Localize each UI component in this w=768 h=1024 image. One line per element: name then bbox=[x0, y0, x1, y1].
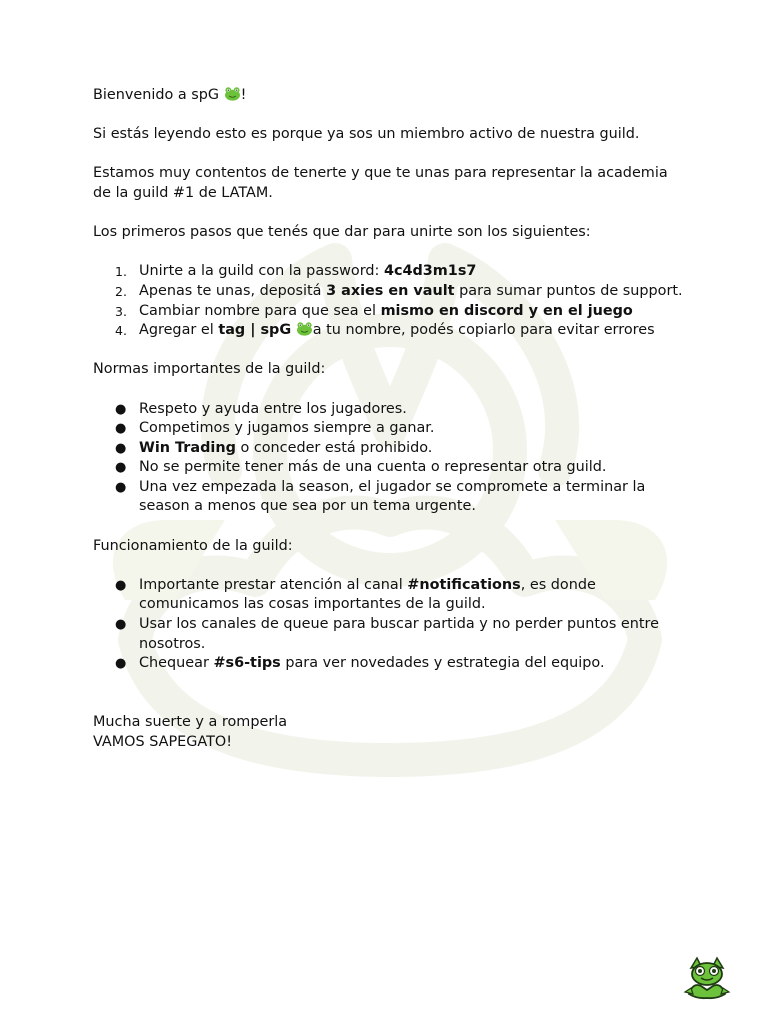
list-item: 3. Cambiar nombre para que sea el mismo en discord y en el juego bbox=[115, 302, 633, 319]
intro-paragraph-2: Estamos muy contentos de tenerte y que te unas para representar la academia de la guild #1 de LATAM. bbox=[93, 165, 668, 201]
channel-name: #notifications bbox=[407, 576, 521, 593]
greeting-line: Bienvenido a spG ! bbox=[93, 87, 247, 103]
closing-line-2: VAMOS SAPEGATO! bbox=[93, 733, 233, 750]
list-item: 2. Apenas te unas, depositá 3 axies en vault para sumar puntos de support. bbox=[115, 282, 683, 299]
channel-name: #s6-tips bbox=[213, 655, 281, 672]
steps-list bbox=[93, 262, 683, 340]
list-item: ● No se permite tener más de una cuenta o representar otra guild. bbox=[115, 459, 607, 476]
list-item: ● Respeto y ayuda entre los jugadores. bbox=[115, 400, 407, 417]
document-body bbox=[93, 86, 683, 752]
list-item: ● Usar los canales de queue para buscar partida y no perder puntos entre nosotros. bbox=[115, 616, 659, 652]
list-item: ● Chequear #s6-tips para ver novedades y estrategia del equipo. bbox=[115, 655, 605, 672]
list-item: ● Win Trading o conceder está prohibido. bbox=[115, 439, 433, 456]
frog-logo-icon bbox=[683, 954, 731, 1000]
list-item: 4. Agregar el tag | spG a tu nombre, podés copiarlo para evitar errores bbox=[115, 322, 655, 339]
list-item: ● Competimos y jugamos siempre a ganar. bbox=[115, 420, 435, 437]
list-item: ● Una vez empezada la season, el jugador se compromete a terminar la season a menos que sea por un tema urgente. bbox=[115, 478, 646, 515]
rules-list bbox=[93, 400, 683, 518]
steps-intro: Los primeros pasos que tenés que dar para unirte son los siguientes: bbox=[93, 224, 591, 241]
rules-title: Normas importantes de la guild: bbox=[93, 361, 326, 378]
password-value: 4c4d3m1s7 bbox=[383, 263, 477, 280]
list-item: 1. Unirte a la guild con la password: 4c4d3m1s7 bbox=[115, 263, 477, 280]
closing-line-1: Mucha suerte y a romperla bbox=[93, 714, 288, 730]
frog-emoji-icon bbox=[224, 86, 241, 101]
list-item: ● Importante prestar atención al canal #notifications, es donde comunicamos las cosas importantes de la guild. bbox=[115, 576, 596, 613]
operations-title: Funcionamiento de la guild: bbox=[93, 537, 293, 554]
intro-paragraph-1: Si estás leyendo esto es porque ya sos un miembro activo de nuestra guild. bbox=[93, 126, 640, 143]
operations-list bbox=[93, 576, 683, 674]
frog-emoji-icon bbox=[296, 321, 313, 336]
